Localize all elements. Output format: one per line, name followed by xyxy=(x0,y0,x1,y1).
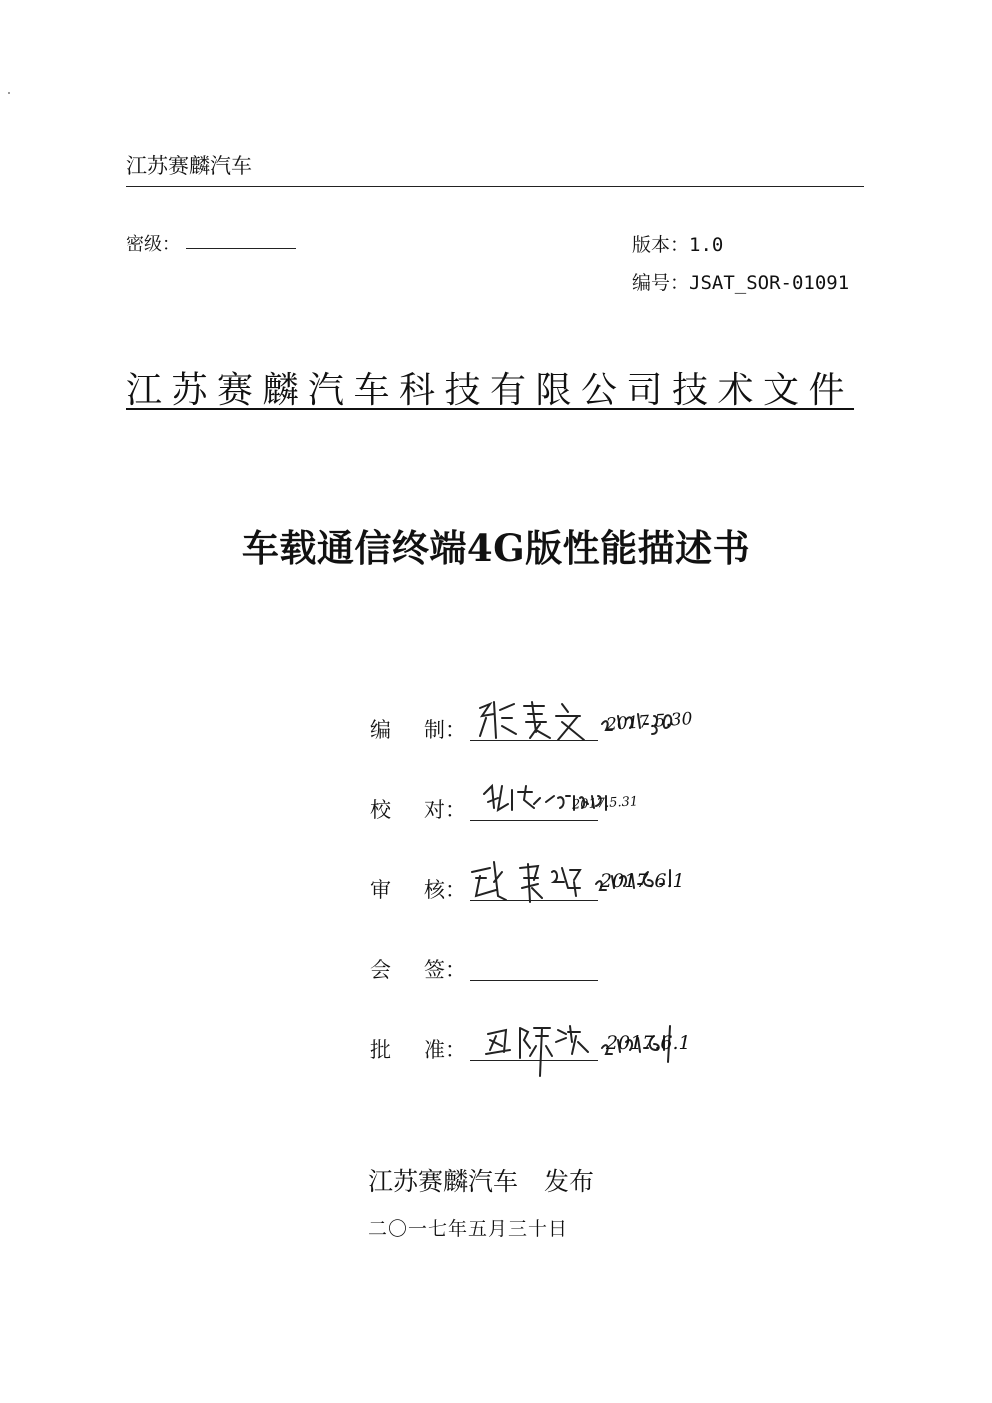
code-value: JSAT_SOR-01091 xyxy=(689,272,850,294)
publisher-name: 江苏赛麟汽车 xyxy=(368,1167,519,1196)
publish-date: 二〇一七年五月三十日 xyxy=(368,1218,569,1240)
header-company: 江苏赛麟汽车 xyxy=(126,154,252,178)
signoff-date-review: 2017.6.1 xyxy=(600,870,685,892)
signoff-row-proofread xyxy=(370,786,730,826)
code-label: 编号： xyxy=(632,272,690,294)
signoff-label: 编 制： xyxy=(370,718,466,742)
signoff-date-compile: 2017.5.30 xyxy=(605,709,694,735)
publisher-line xyxy=(368,1162,594,1198)
version-label: 版本： xyxy=(632,234,690,256)
publish-word: 发布 xyxy=(544,1167,595,1196)
scan-speck xyxy=(8,92,10,94)
handwritten-signature xyxy=(466,854,726,914)
version-value: 1.0 xyxy=(689,234,724,256)
signoff-date-proofread: 2017.5.31 xyxy=(571,794,639,813)
secrecy-blank-line xyxy=(186,248,296,249)
signoff-date-approve: 2017.6.1 xyxy=(606,1032,691,1054)
version-line xyxy=(632,230,723,257)
document-title: 车载通信终端4G版性能描述书 xyxy=(241,526,751,570)
signoff-label: 批 准： xyxy=(370,1038,466,1062)
code-line xyxy=(632,268,849,295)
signoff-label: 会 签： xyxy=(370,958,466,982)
signoff-label: 校 对： xyxy=(370,798,466,822)
signoff-blank-line xyxy=(470,980,598,981)
document-category: 江苏赛麟汽车科技有限公司技术文件 xyxy=(126,370,855,411)
signoff-row-countersign xyxy=(370,946,730,986)
header-divider xyxy=(126,186,864,187)
signoff-label: 审 核： xyxy=(370,878,466,902)
secrecy-label: 密级： xyxy=(126,234,180,255)
